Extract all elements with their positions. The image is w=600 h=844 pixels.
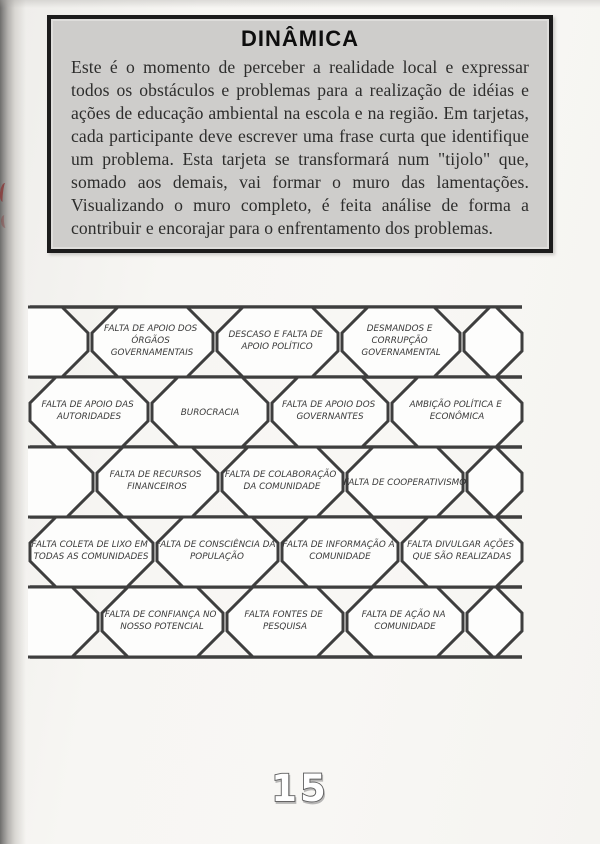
brick-label: BUROCRACIA — [180, 408, 240, 418]
dinamica-box — [47, 15, 553, 253]
brick-partial — [28, 587, 98, 657]
brick-label: AMBIÇÃO POLÍTICA E ECONÔMICA — [409, 400, 502, 422]
brick-partial — [467, 587, 522, 657]
brick-label: FALTA DIVULGAR AÇÕES QUE SÃO REALIZADAS — [407, 540, 515, 562]
brick-label: DESMANDOS E CORRUPÇÃO GOVERNAMENTAL — [361, 324, 441, 358]
wall-of-lamentations-diagram — [28, 300, 524, 664]
page-title: DINÂMICA — [241, 26, 359, 51]
brick-label: FALTA DE CONSCIÊNCIA DA POPULAÇÃO — [155, 540, 276, 562]
svg-text:15: 15 — [271, 767, 329, 810]
brick-partial — [467, 447, 522, 517]
dinamica-description: Este é o momento de perceber a realidade local e expressar todos os obstáculos e problemas para a realização de idéias e ações de educação ambiental na escola e na região. Em tarjetas, cada participante deve escrever uma frase curta que identifique um problema. Esta tarjeta se transformará num "tijolo" que, somado aos demais, vai formar o muro das lamentações. Visualizando o muro completo, é feita análise de forma a contribuir e encorajar para o enfrentamento dos problemas. — [71, 57, 529, 238]
brick-label: FALTA DE APOIO DOS ÓRGÃOS GOVERNAMENTAIS — [103, 324, 198, 358]
brick-label: FALTA COLETA DE LIXO EM TODAS AS COMUNIDADES — [31, 540, 149, 562]
brick-partial — [28, 307, 88, 377]
brick-label: FALTA DE AÇÃO NA COMUNIDADE — [361, 610, 446, 632]
page-edge-shadow — [0, 0, 26, 844]
brick-label: FALTA FONTES DE PESQUISA — [244, 610, 323, 632]
brick-label: FALTA DE INFORMAÇÃO À COMUNIDADE — [282, 540, 395, 562]
page-number — [240, 760, 360, 816]
brick-label: DESCASO E FALTA DE APOIO POLÍTICO — [228, 330, 323, 352]
brick-label: FALTA DE CONFIANÇA NO NOSSO POTENCIAL — [104, 610, 217, 632]
brick-label: FALTA DE APOIO DOS GOVERNANTES — [281, 400, 376, 422]
brick-label: FALTA DE RECURSOS FINANCEIROS — [109, 470, 202, 492]
brick-label: FALTA DE COOPERATIVISMO — [343, 478, 467, 488]
page-top-shadow — [0, 0, 600, 8]
brick-partial — [464, 307, 522, 377]
brick-label: FALTA DE COLABORAÇÃO DA COMUNIDADE — [224, 470, 337, 492]
brick-partial — [28, 447, 93, 517]
brick-label: FALTA DE APOIO DAS AUTORIDADES — [41, 400, 134, 422]
